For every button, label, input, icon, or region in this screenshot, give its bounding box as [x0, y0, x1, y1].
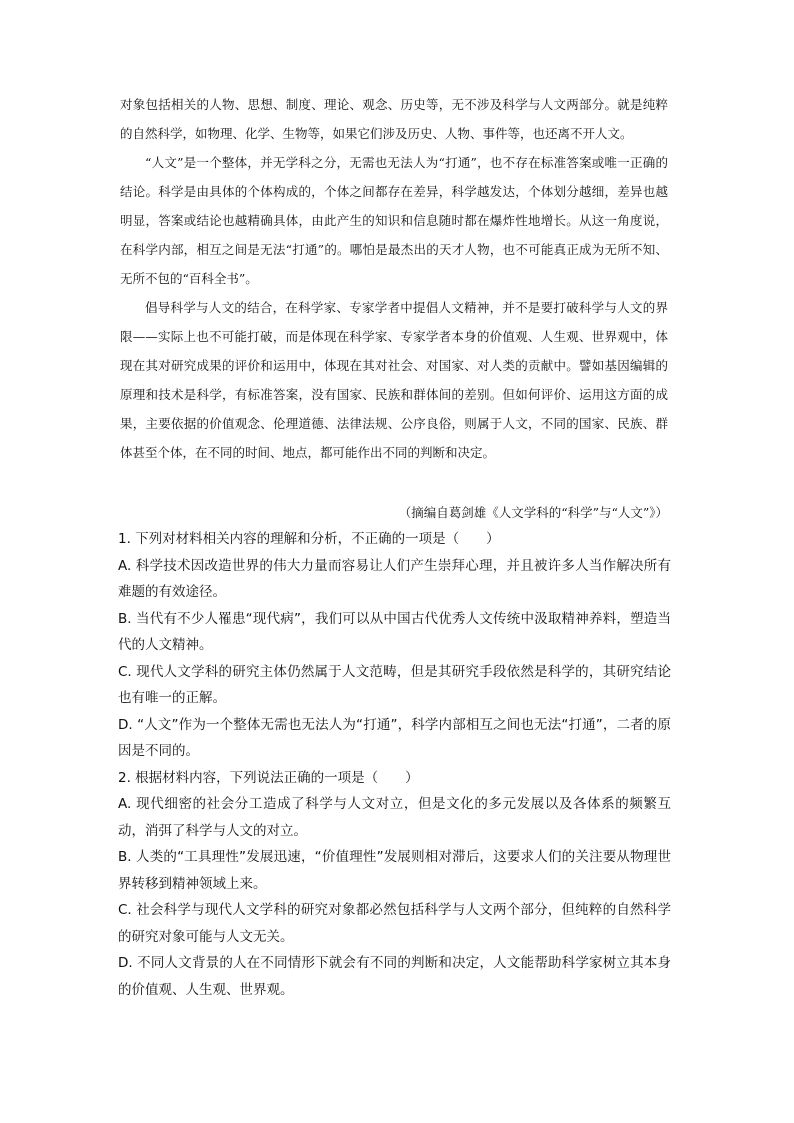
passage-paragraph-1: 对象包括相关的人物、思想、制度、理论、观念、历史等，无不涉及科学与人文两部分。就是纯粹的自然科学，如物理、化学、生物等，如果它们涉及历史、人物、事件等，也还离不开人文。	[120, 97, 668, 141]
passage-paragraph-2: “人文”是一个整体，并无学科之分，无需也无法人为“打通”，也不存在标准答案或唯一正确的结论。科学是由具体的个体构成的，个体之间都存在差异，科学越发达，个体划分越细，差异也越明显，答案或结论也越精确具体，由此产生的知识和信息随时都在爆炸性地增长。从这一角度说，在科学内部，相互之间是无法“打通”的。哪怕是最杰出的天才人物，也不可能真正成为无所不知、无所不包的“百科全书”。	[120, 155, 668, 286]
reading-passage	[120, 90, 668, 467]
passage-paragraph-3: 倡导科学与人文的结合，在科学家、专家学者中提倡人文精神，并不是要打破科学与人文的界限——实际上也不可能打破，而是体现在科学家、专家学者本身的价值观、人生观、世界观中，体现在其对研究成果的评价和运用中，体现在其对社会、对国家、对人类的贡献中。譬如基因编辑的原理和技术是科学，有标准答案，没有国家、民族和群体间的差别。但如何评价、运用这方面的成果，主要依据的价值观念、伦理道德、法律法规、公序良俗，则属于人文，不同的国家、民族、群体甚至个体，在不同的时间、地点，都可能作出不同的判断和决定。	[120, 300, 668, 460]
question-1-stem: 1. 下列对材料相关内容的理解和分析，不正确的一项是（ ）	[118, 531, 500, 547]
question-1-option-a: A. 科学技术因改造世界的伟大力量而容易让人们产生崇拜心理，并且被许多人当作解决所有难题的有效途径。	[118, 557, 671, 600]
question-1-option-d: D. “人文”作为一个整体无需也无法人为“打通”，科学内部相互之间也无法“打通”，二者的原因是不同的。	[118, 716, 671, 759]
question-2-option-a: A. 现代细密的社会分工造成了科学与人文对立，但是文化的多元发展以及各体系的频繁互动，消弭了科学与人文的对立。	[118, 796, 671, 839]
question-2-stem: 2. 根据材料内容，下列说法正确的一项是（ ）	[118, 769, 419, 786]
question-2-option-c: C. 社会科学与现代人文学科的研究对象都必然包括科学与人文两个部分，但纯粹的自然科学的研究对象可能与人文无关。	[118, 902, 671, 945]
question-1-option-c: C. 现代人文学科的研究主体仍然属于人文范畴，但是其研究手段依然是科学的，其研究结论也有唯一的正解。	[118, 663, 671, 706]
question-1-option-b: B. 当代有不少人罹患“现代病”，我们可以从中国古代优秀人文传统中汲取精神养料，塑造当代的人文精神。	[118, 610, 671, 653]
question-2-option-b: B. 人类的“工具理性”发展迅速，“价值理性”发展则相对滞后，这要求人们的关注要从物理世界转移到精神领域上来。	[118, 849, 671, 892]
passage-source: （摘编自葛剑雄《人文学科的“科学”与“人文”》）	[398, 505, 668, 520]
question-2-option-d: D. 不同人文背景的人在不同情形下就会有不同的判断和决定，人文能帮助科学家树立其本身的价值观、人生观、世界观。	[118, 955, 671, 998]
question-block	[118, 526, 671, 1003]
